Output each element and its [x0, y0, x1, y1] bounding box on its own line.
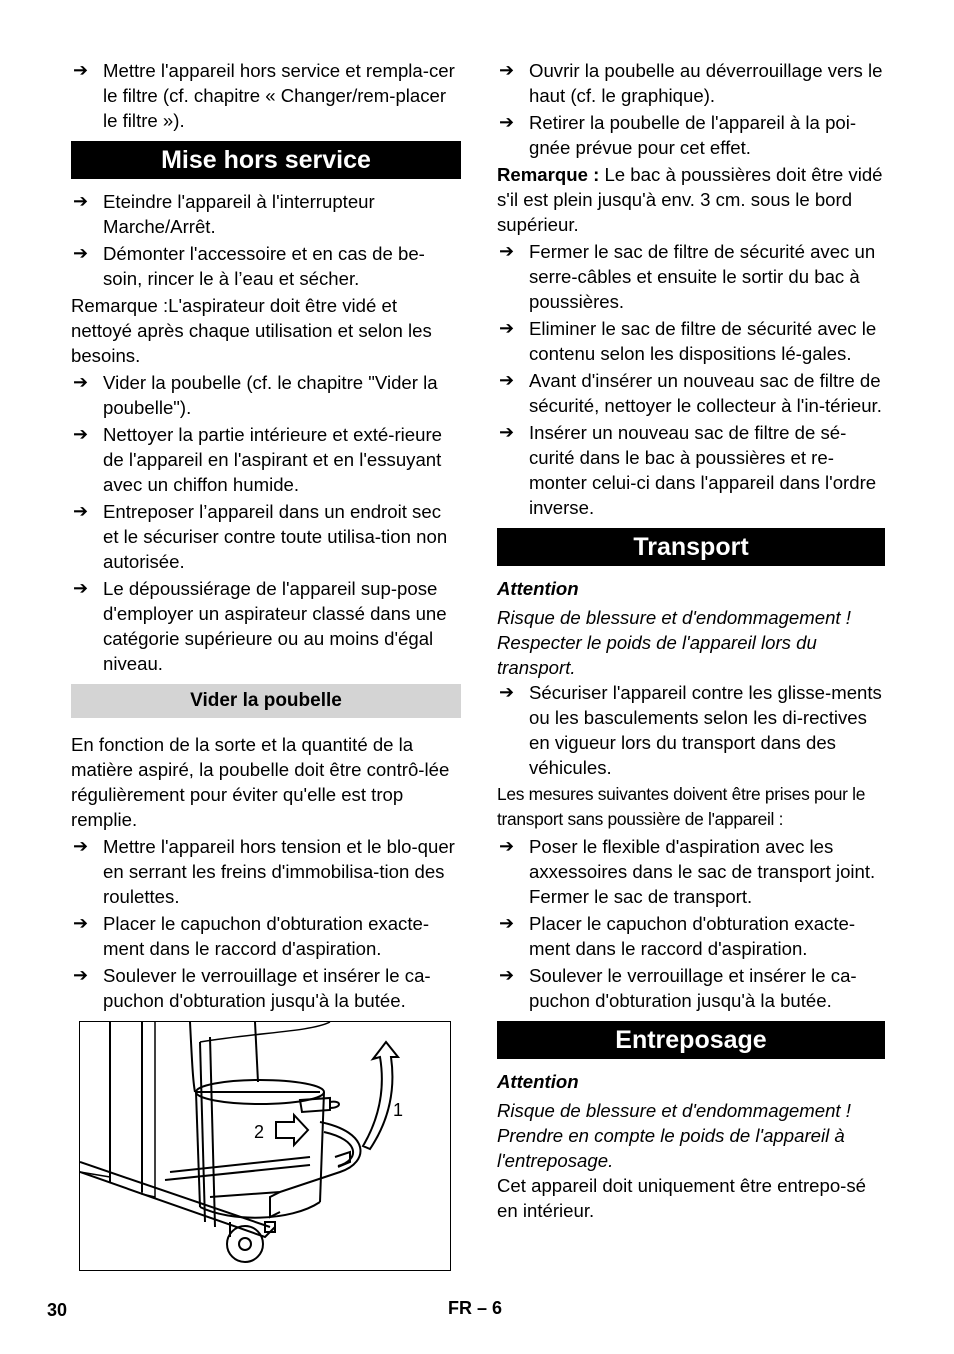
section-heading-entreposage: Entreposage [497, 1021, 885, 1059]
page-number: 30 [47, 1300, 68, 1320]
figure-label-2: 2 [254, 1122, 265, 1142]
instruction-step: ➔ Soulever le verrouillage et insérer le ca-puchon d'obturation jusqu'à la butée. [73, 965, 431, 1011]
instruction-step: ➔ Placer le capuchon d'obturation exacte-ment dans le raccord d'aspiration. [73, 913, 430, 959]
arrow-right-icon: ➔ [73, 424, 89, 444]
arrow-right-icon: ➔ [499, 112, 515, 132]
arrow-right-icon: ➔ [73, 913, 89, 933]
arrow-right-icon: ➔ [73, 836, 89, 856]
remark-paragraph: Remarque :L'aspirateur doit être vidé et nettoyé après chaque utilisation et selon les besoins. [71, 295, 432, 366]
instruction-step: ➔ Ouvrir la poubelle au déverrouillage vers le haut (cf. le graphique). [499, 60, 883, 106]
remark-paragraph: Remarque : Le bac à poussières doit être vidé s'il est plein jusqu'à env. 3 cm. sous le bord supérieur. [497, 164, 883, 235]
instruction-step: ➔ Eliminer le sac de filtre de sécurité avec le contenu selon les dispositions lé-gales. [499, 318, 877, 364]
instruction-step: ➔ Mettre l'appareil hors tension et le blo-quer en serrant les freins d'immobilisa-tion des roulettes. [73, 836, 455, 907]
arrow-right-icon: ➔ [499, 836, 515, 856]
illustration-container-bin-removal [79, 1021, 451, 1271]
attention-label: Attention [497, 578, 579, 599]
arrow-right-icon: ➔ [73, 243, 89, 263]
figure-label-1: 1 [393, 1100, 404, 1120]
instruction-step: ➔ Avant d'insérer un nouveau sac de filtre de sécurité, nettoyer le collecteur à l'in-térieur. [499, 370, 882, 416]
instruction-step: ➔ Vider la poubelle (cf. le chapitre "Vider la poubelle"). [73, 372, 438, 418]
left-column [71, 58, 461, 1015]
instruction-step: ➔ Démonter l'accessoire et en cas de be-soin, rincer le à l’eau et sécher. [73, 243, 425, 289]
arrow-right-icon: ➔ [499, 318, 515, 338]
section-heading-transport: Transport [497, 528, 885, 566]
instruction-step: ➔ Entreposer l’appareil dans un endroit sec et le sécuriser contre toute utilisa-tion non autorisée. [73, 501, 448, 572]
arrow-right-icon: ➔ [73, 501, 89, 521]
container-illustration [80, 1022, 450, 1270]
instruction-step: ➔ Placer le capuchon d'obturation exacte-ment dans le raccord d'aspiration. [499, 913, 856, 959]
subsection-heading-vider-la-poubelle: Vider la poubelle [71, 684, 461, 718]
arrow-right-icon: ➔ [499, 682, 515, 702]
instruction-step: ➔ Insérer un nouveau sac de filtre de sé-curité dans le bac à poussières et re-monter celui-ci dans l'appareil dans l'ordre inverse. [499, 422, 877, 518]
section-heading-mise-hors-service: Mise hors service [71, 141, 461, 179]
remark-label: Remarque : [497, 164, 600, 185]
instruction-step: ➔ Soulever le verrouillage et insérer le ca-puchon d'obturation jusqu'à la butée. [499, 965, 857, 1011]
arrow-right-icon: ➔ [499, 913, 515, 933]
instruction-step: ➔ Eteindre l'appareil à l'interrupteur Marche/Arrêt. [73, 191, 375, 237]
arrow-right-icon: ➔ [499, 422, 515, 442]
instruction-step: ➔ Mettre l'appareil hors service et rempla-cer le filtre (cf. chapitre « Changer/rem-placer le filtre »). [73, 60, 455, 131]
instruction-step: ➔ Sécuriser l'appareil contre les glisse-ments ou les basculements selon les di-rectives en vigueur lors du transport dans des véhicules. [499, 682, 882, 778]
body-paragraph: Cet appareil doit uniquement être entrepo-sé en intérieur. [497, 1175, 867, 1221]
arrow-right-icon: ➔ [73, 191, 89, 211]
arrow-right-icon: ➔ [499, 370, 515, 390]
arrow-right-icon: ➔ [499, 241, 515, 261]
warning-text: Risque de blessure et d'endommagement ! Prendre en compte le poids de l'appareil à l'entreposage. [497, 1100, 851, 1171]
instruction-step: ➔ Poser le flexible d'aspiration avec les axxessoires dans le sac de transport joint. Fermer le sac de transport. [499, 836, 876, 907]
arrow-right-icon: ➔ [73, 372, 89, 392]
instruction-step: ➔ Retirer la poubelle de l'appareil à la poi-gnée prévue pour cet effet. [499, 112, 857, 158]
instruction-step: ➔ Fermer le sac de filtre de sécurité avec un serre-câbles et ensuite le sortir du bac à poussières. [499, 241, 876, 312]
body-paragraph: Les mesures suivantes doivent être prises pour le transport sans poussière de l'appareil : [497, 784, 866, 829]
arrow-right-icon: ➔ [73, 578, 89, 598]
right-column [497, 58, 885, 1225]
arrow-right-icon: ➔ [499, 60, 515, 80]
warning-text: Risque de blessure et d'endommagement ! Respecter le poids de l'appareil lors du transport. [497, 607, 851, 678]
arrow-right-icon: ➔ [73, 965, 89, 985]
arrow-right-icon: ➔ [499, 965, 515, 985]
body-paragraph: En fonction de la sorte et la quantité de la matière aspiré, la poubelle doit être contrô-lée régulièrement pour éviter qu'elle est trop remplie. [71, 734, 450, 830]
attention-label: Attention [497, 1071, 579, 1092]
arrow-right-icon: ➔ [73, 60, 89, 80]
instruction-step: ➔ Nettoyer la partie intérieure et exté-rieure de l'appareil en l'aspirant et en l'essuyant avec un chiffon humide. [73, 424, 442, 495]
instruction-step: ➔ Le dépoussiérage de l'appareil sup-pose d'employer un aspirateur classé dans une catégorie supérieure ou au moins d'égal niveau. [73, 578, 447, 674]
language-page-label: FR – 6 [448, 1298, 503, 1318]
